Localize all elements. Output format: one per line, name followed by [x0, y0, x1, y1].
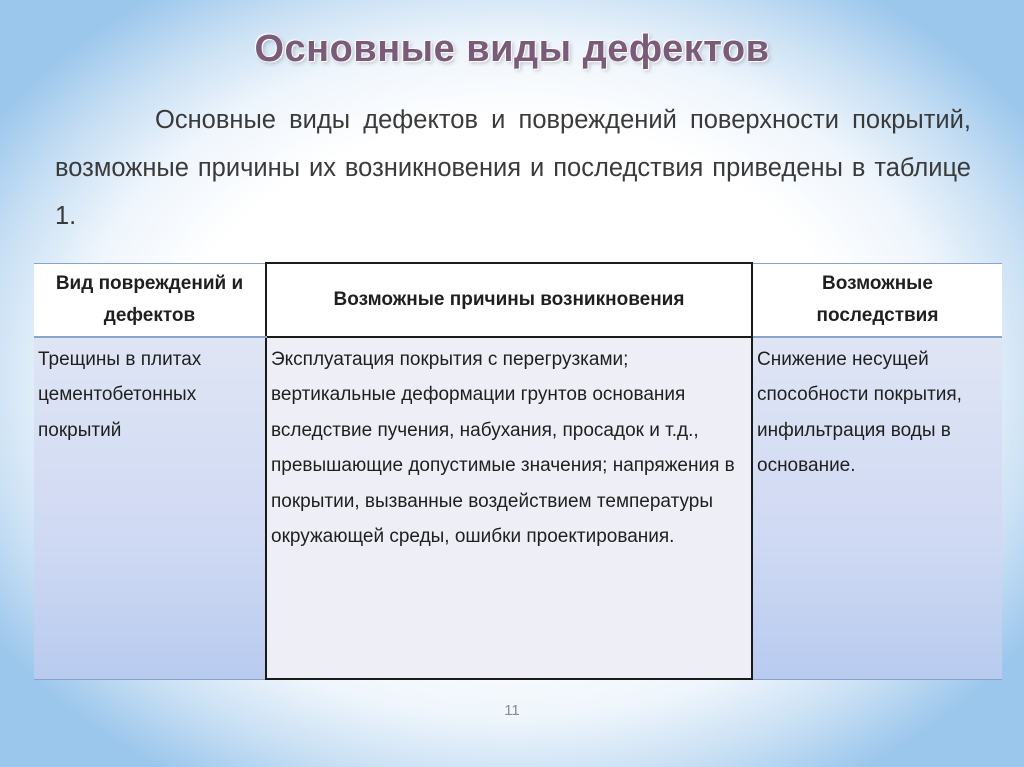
table-row: [34, 337, 1002, 680]
table-header-row: [34, 263, 1002, 337]
page-number: 11: [504, 702, 520, 719]
cell-causes: Эксплуатация покрытия с перегрузками; вертикальные деформации грунтов основания вследствие пучения, набухания, просадок и т.д., превышающие допустимые значения; напряжения в покрытии, вызванные воздействием температуры окружающей среды, ошибки проектирования.: [266, 337, 752, 680]
slide-title: Основные виды дефектов: [254, 28, 770, 70]
header-defect-type: Вид повреждений и дефектов: [34, 263, 266, 337]
cell-consequences: Снижение несущей способности покрытия, инфильтрация воды в основание.: [752, 337, 1002, 680]
header-consequences: Возможные последствия: [752, 263, 1002, 337]
cell-defect-type: Трещины в плитах цементобетонных покрытий: [34, 337, 266, 680]
defects-table: [34, 262, 1002, 680]
intro-paragraph: Основные виды дефектов и повреждений поверхности покрытий, возможные причины их возникновения и последствия приведены в таблице 1.: [55, 106, 971, 230]
header-causes: Возможные причины возникновения: [266, 263, 752, 337]
